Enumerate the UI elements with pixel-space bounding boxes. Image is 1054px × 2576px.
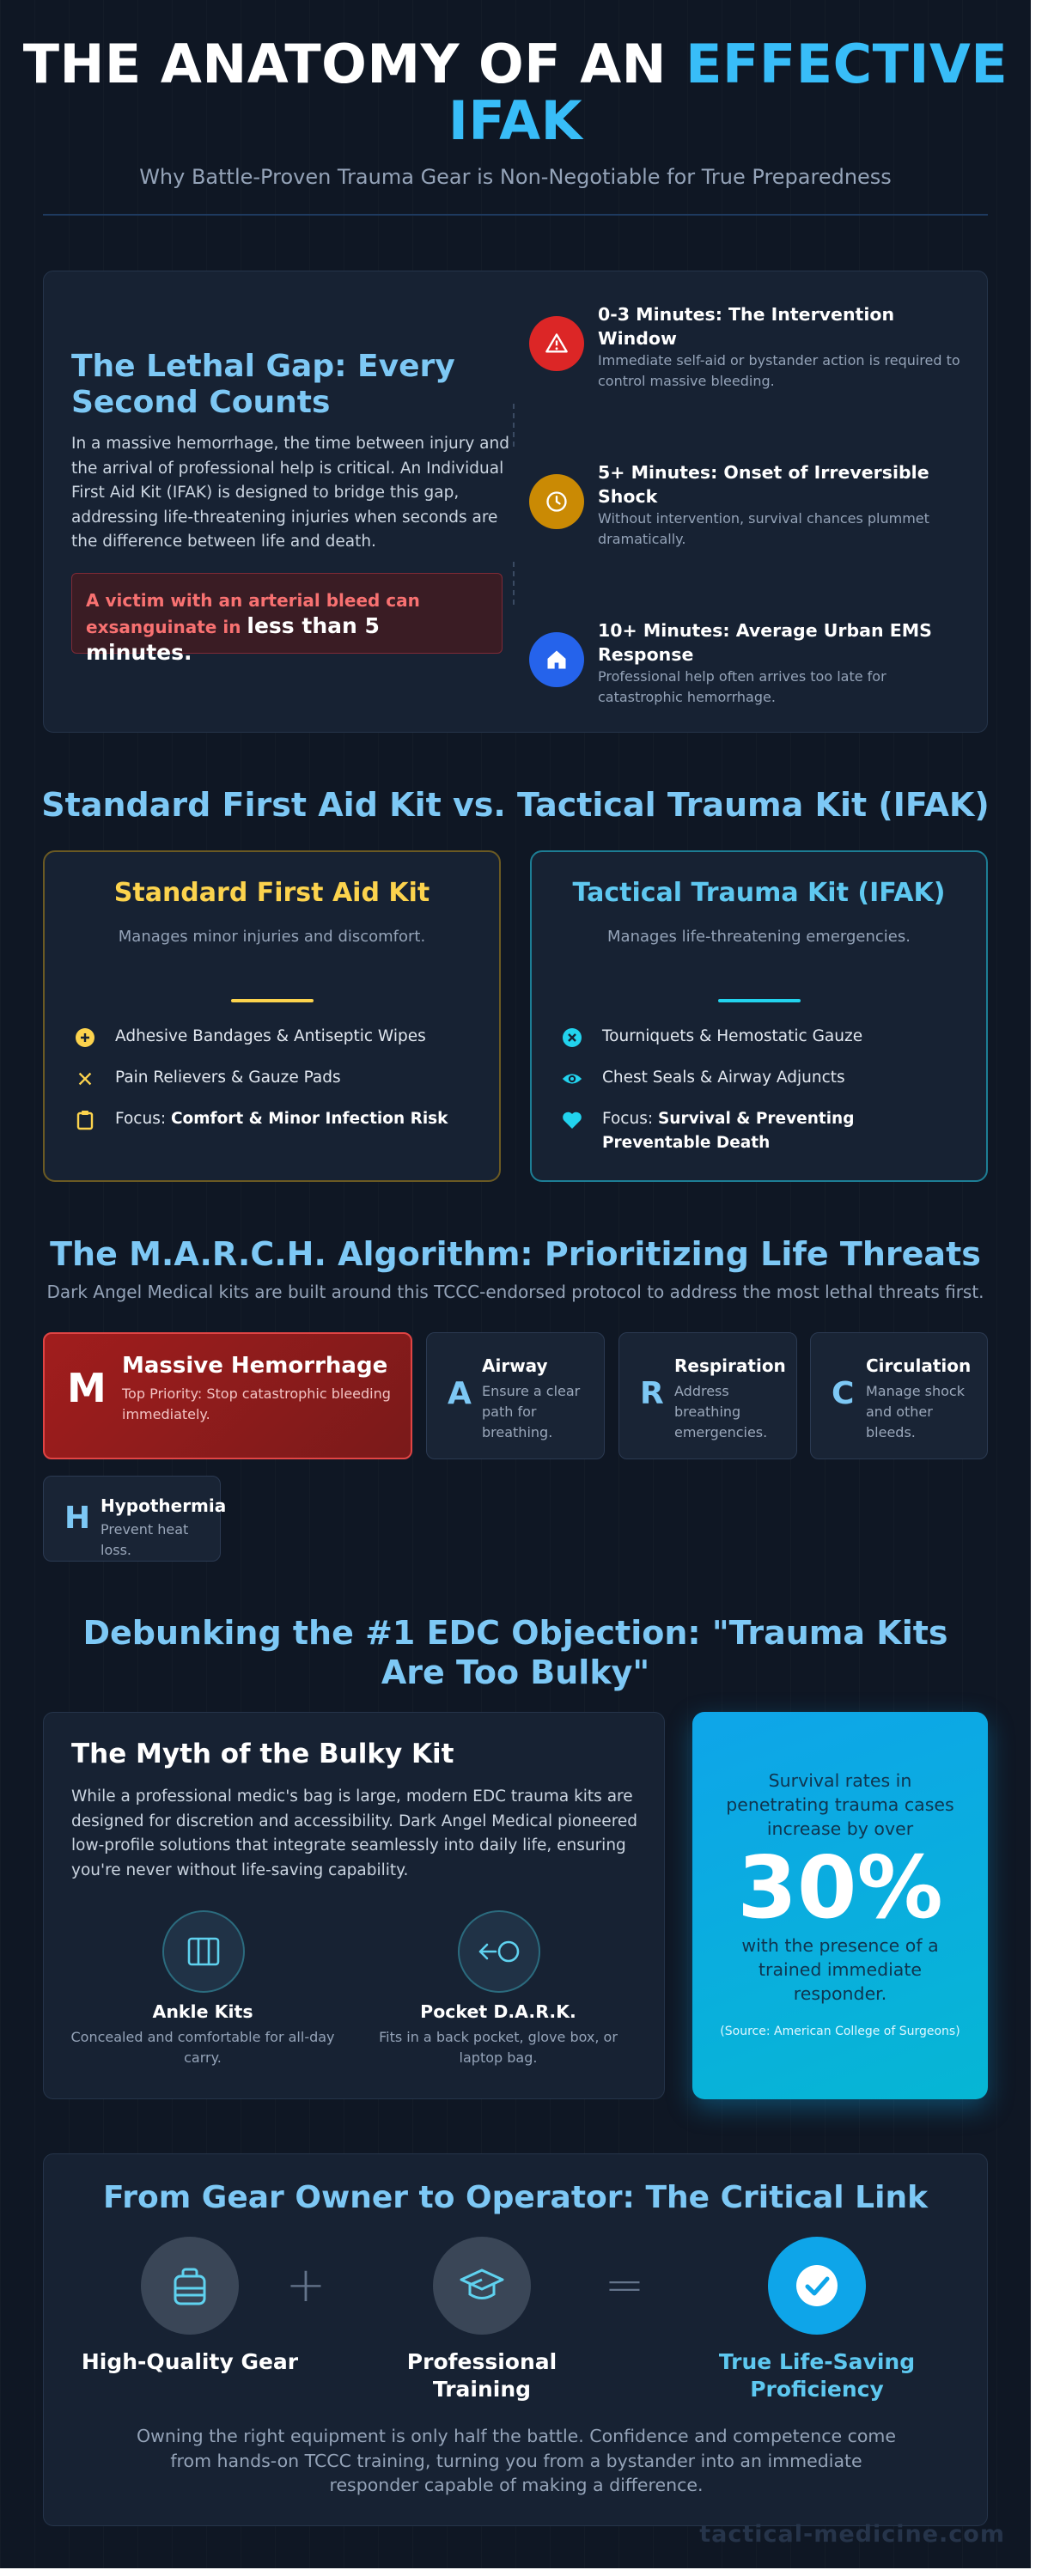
x-icon xyxy=(74,1068,96,1090)
march-step-name: Massive Hemorrhage xyxy=(122,1353,388,1379)
march-step-desc: Address breathing emergencies. xyxy=(674,1383,768,1440)
eye-icon xyxy=(561,1068,583,1090)
lethal-gap-card xyxy=(43,271,988,733)
march-letter: R xyxy=(640,1376,664,1411)
timeline-desc: Without intervention, survival chances plummet dramatically. xyxy=(598,510,929,547)
header xyxy=(0,0,1031,189)
march-step-respiration xyxy=(618,1332,797,1459)
arrow-circle-icon xyxy=(458,1910,540,1993)
tactical-kit-divider xyxy=(718,999,801,1002)
graduation-cap-icon xyxy=(433,2237,531,2335)
home-icon xyxy=(529,632,584,687)
item-prefix: Focus: xyxy=(602,1110,658,1128)
gear-label: High-Quality Gear xyxy=(81,2349,299,2374)
edc-title: Debunking the #1 EDC Objection: "Trauma Kits Are Too Bulky" xyxy=(82,1614,948,1691)
survival-stat-card xyxy=(692,1712,988,2099)
title-accent: EFFECTIVE IFAK xyxy=(448,33,1008,152)
plus-sign: + xyxy=(285,2257,326,2313)
march-step-desc: Manage shock and other bleeds. xyxy=(866,1383,965,1440)
march-step-desc: Top Priority: Stop catastrophic bleeding immediately. xyxy=(122,1385,391,1422)
stat-value: 30% xyxy=(737,1837,943,1938)
header-divider xyxy=(43,214,988,216)
title-main: THE ANATOMY OF AN xyxy=(22,33,686,95)
stat-context: with the presence of a trained immediate responder. xyxy=(741,1935,939,2004)
item-text: Chest Seals & Airway Adjuncts xyxy=(602,1069,845,1087)
alert-text: A victim with an arterial bleed can exsanguinate in xyxy=(86,590,420,637)
march-step-name: Respiration xyxy=(674,1355,786,1376)
march-step-desc: Ensure a clear path for breathing. xyxy=(482,1383,581,1440)
clock-icon xyxy=(529,474,584,529)
check-circle-icon xyxy=(768,2237,866,2335)
item-focus: Comfort & Minor Infection Risk xyxy=(170,1110,448,1128)
page-subtitle: Why Battle-Proven Trauma Gear is Non-Negotiable for True Preparedness xyxy=(139,165,892,189)
option-desc: Fits in a back pocket, glove box, or laptop bag. xyxy=(379,2029,618,2066)
march-step-massive-hemorrhage xyxy=(43,1332,412,1459)
equals-sign: = xyxy=(604,2257,645,2313)
clipboard-icon xyxy=(74,1109,96,1131)
timeline-connector xyxy=(513,562,515,605)
tactical-kit-title: Tactical Trauma Kit (IFAK) xyxy=(572,878,946,908)
lethal-gap-body: In a massive hemorrhage, the time between injury and the arrival of professional help is critical. An Individual First Aid Kit (IFAK) is designed to bridge this gap, addressing life-threatening injuries when seconds are the difference between life and death. xyxy=(71,435,509,551)
timeline-desc: Immediate self-aid or bystander action is required to control massive bleeding. xyxy=(598,352,960,389)
march-subtitle: Dark Angel Medical kits are built around this TCCC-endorsed protocol to address the most lethal threats first. xyxy=(46,1282,984,1302)
standard-kit-subtitle: Manages minor injuries and discomfort. xyxy=(118,928,426,946)
alert-emphasis: less than 5 minutes. xyxy=(86,613,380,665)
page-title xyxy=(0,33,1031,152)
plus-circle-icon xyxy=(74,1026,96,1049)
standard-kit-divider xyxy=(231,999,314,1002)
march-letter: A xyxy=(448,1376,472,1411)
columns-icon xyxy=(162,1910,245,1993)
standard-kit-card xyxy=(43,850,501,1182)
option-desc: Concealed and comfortable for all-day carry. xyxy=(70,2029,335,2066)
backpack-icon xyxy=(141,2237,239,2335)
operator-card xyxy=(43,2153,988,2526)
timeline-connector xyxy=(513,404,515,447)
myth-body: While a professional medic's bag is large, modern EDC trauma kits are designed for discretion and accessibility. Dark Angel Medical pioneered low-profile solutions that integrate seamlessly into daily life, ensuring you're never without life-saving capability. xyxy=(71,1787,638,1879)
item-text: Tourniquets & Hemostatic Gauze xyxy=(602,1027,863,1045)
watermark: tactical-medicine.com xyxy=(699,2521,1005,2548)
timeline-title: 0-3 Minutes: The Intervention Window xyxy=(598,304,895,349)
operator-title: From Gear Owner to Operator: The Critical Link xyxy=(102,2180,929,2215)
march-step-name: Circulation xyxy=(866,1355,972,1376)
march-letter: H xyxy=(64,1501,91,1536)
timeline-title: 10+ Minutes: Average Urban EMS Response xyxy=(598,620,932,665)
march-step-hypothermia xyxy=(43,1476,227,1562)
march-letter: C xyxy=(832,1376,855,1411)
x-circle-icon xyxy=(561,1026,583,1049)
item-text: Pain Relievers & Gauze Pads xyxy=(115,1069,341,1087)
option-title: Pocket D.A.R.K. xyxy=(420,2001,576,2022)
comparison-title: Standard First Aid Kit vs. Tactical Trauma Kit (IFAK) xyxy=(41,786,990,824)
myth-title: The Myth of the Bulky Kit xyxy=(71,1739,454,1769)
item-text: Adhesive Bandages & Antiseptic Wipes xyxy=(115,1027,426,1045)
tactical-kit-card xyxy=(530,850,988,1182)
tactical-kit-subtitle: Manages life-threatening emergencies. xyxy=(607,928,911,946)
training-label: Professional Training xyxy=(406,2349,557,2402)
timeline-desc: Professional help often arrives too late for catastrophic hemorrhage. xyxy=(598,668,886,705)
item-focus: Survival & Preventing Preventable Death xyxy=(602,1110,855,1152)
stat-intro: Survival rates in penetrating trauma cases increase by over xyxy=(726,1770,954,1839)
stat-source: (Source: American College of Surgeons) xyxy=(720,2025,960,2038)
item-prefix: Focus: xyxy=(115,1110,171,1128)
march-step-name: Airway xyxy=(482,1355,548,1376)
warning-icon xyxy=(529,316,584,371)
bleed-alert xyxy=(71,573,503,665)
standard-kit-title: Standard First Aid Kit xyxy=(113,878,430,908)
lethal-gap-title: The Lethal Gap: Every Second Counts xyxy=(71,349,455,420)
option-title: Ankle Kits xyxy=(152,2001,253,2022)
timeline-title: 5+ Minutes: Onset of Irreversible Shock xyxy=(598,462,929,507)
march-step-circulation xyxy=(810,1332,988,1459)
march-step-name: Hypothermia xyxy=(101,1495,227,1516)
march-step-desc: Prevent heat loss. xyxy=(101,1521,189,1558)
march-step-airway xyxy=(426,1332,605,1459)
operator-text: Owning the right equipment is only half the battle. Confidence and competence come from hands-on TCCC training, turning you from a bystander into an immediate responder capable of making a difference. xyxy=(136,2426,897,2495)
heart-icon xyxy=(561,1109,583,1131)
march-title: The M.A.R.C.H. Algorithm: Prioritizing Life Threats xyxy=(50,1235,981,1273)
march-letter: M xyxy=(67,1365,107,1411)
proficiency-label: True Life-Saving Proficiency xyxy=(718,2349,916,2402)
myth-card xyxy=(43,1712,665,2099)
